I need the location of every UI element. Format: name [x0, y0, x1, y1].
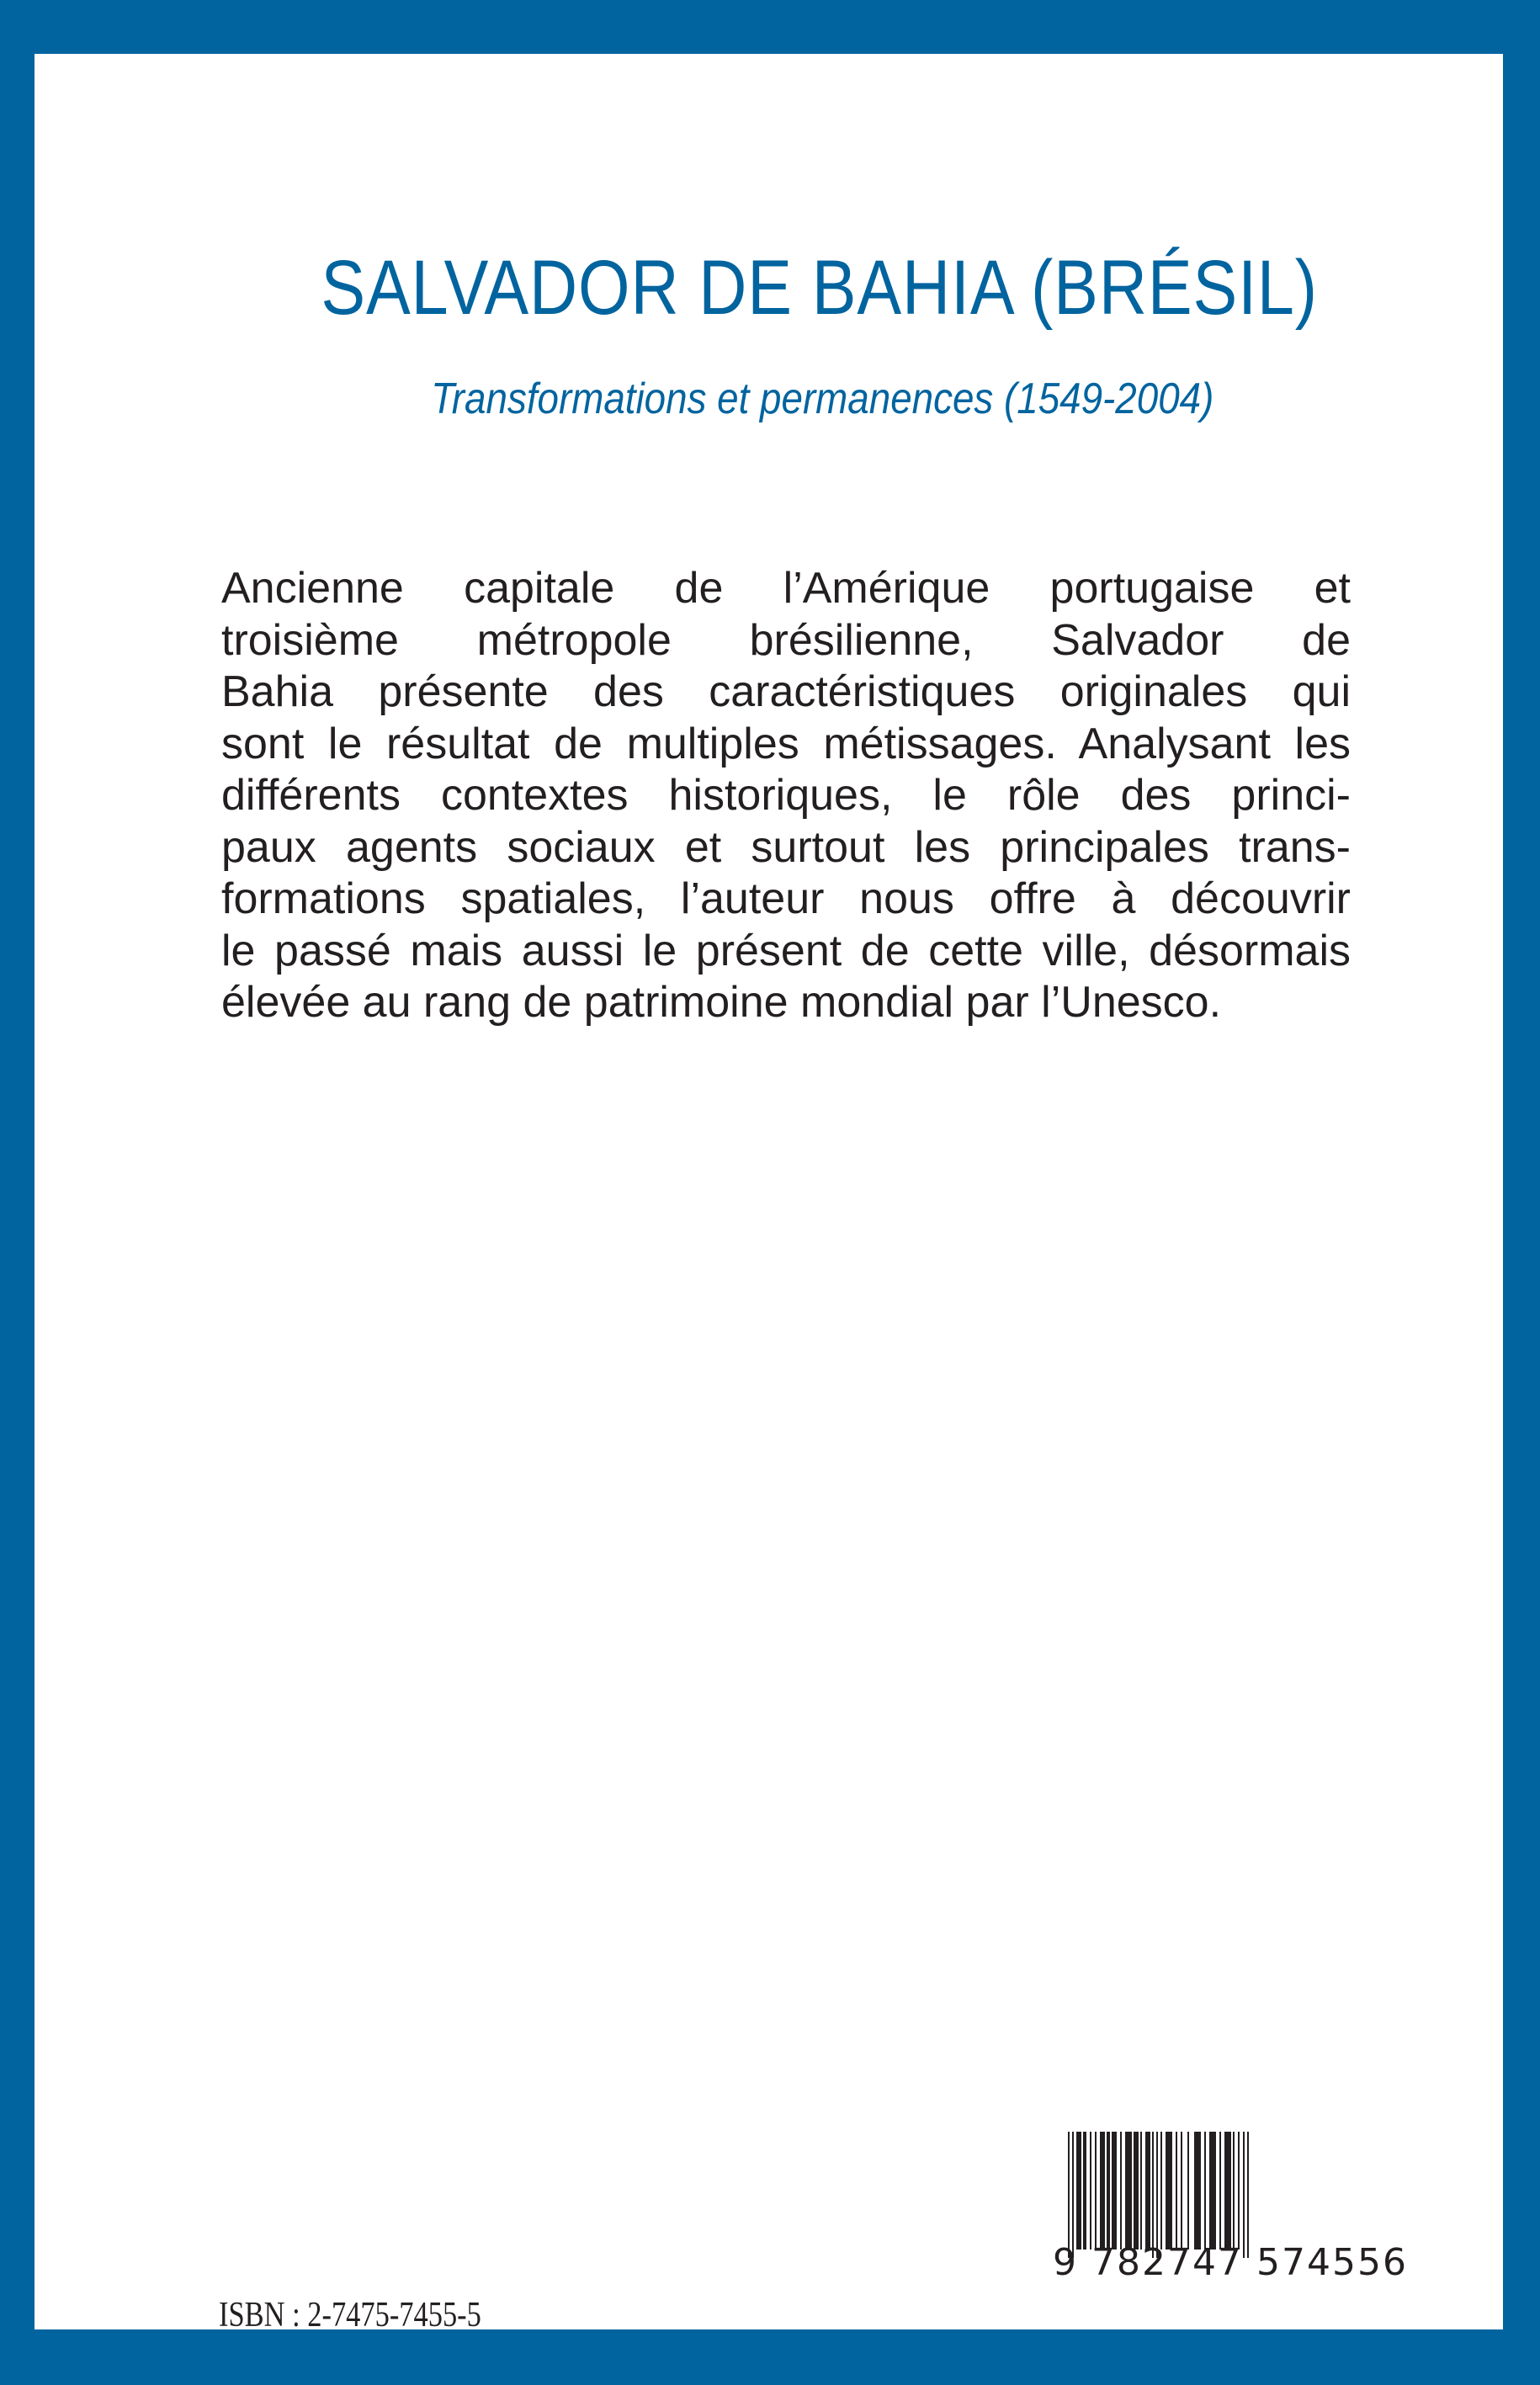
back-cover — [35, 54, 1503, 2335]
blurb-line: différents contextes historiques, le rôle des princi- — [221, 771, 1351, 820]
blurb-line: paux agents sociaux et surtout les principales trans- — [221, 822, 1351, 872]
book-subtitle: Transformations et permanences (1549-2004) — [431, 374, 1214, 423]
blurb-line: élevée au rang de patrimoine mondial par l’Unesco. — [221, 978, 1222, 1027]
blurb-line: sont le résultat de multiples métissages. Analysant les — [221, 719, 1351, 768]
blurb-line: le passé mais aussi le présent de cette ville, désormais — [221, 926, 1351, 975]
blurb-line: Bahia présente des caractéristiques originales qui — [221, 667, 1351, 716]
book-title: SALVADOR DE BAHIA (BRÉSIL) — [321, 245, 1318, 331]
barcode — [1053, 2132, 1408, 2284]
blurb-line: formations spatiales, l’auteur nous offre à découvrir — [221, 874, 1351, 923]
isbn-label: ISBN : 2-7475-7455-5 — [219, 2296, 481, 2335]
blurb-line: troisième métropole brésilienne, Salvador de — [221, 615, 1351, 665]
blurb-line: Ancienne capitale de l’Amérique portugaise et — [221, 564, 1351, 613]
barcode-icon — [1053, 2132, 1322, 2258]
barcode-digits: 9 782747 574556 — [1053, 2241, 1408, 2284]
blurb — [221, 563, 1351, 1029]
